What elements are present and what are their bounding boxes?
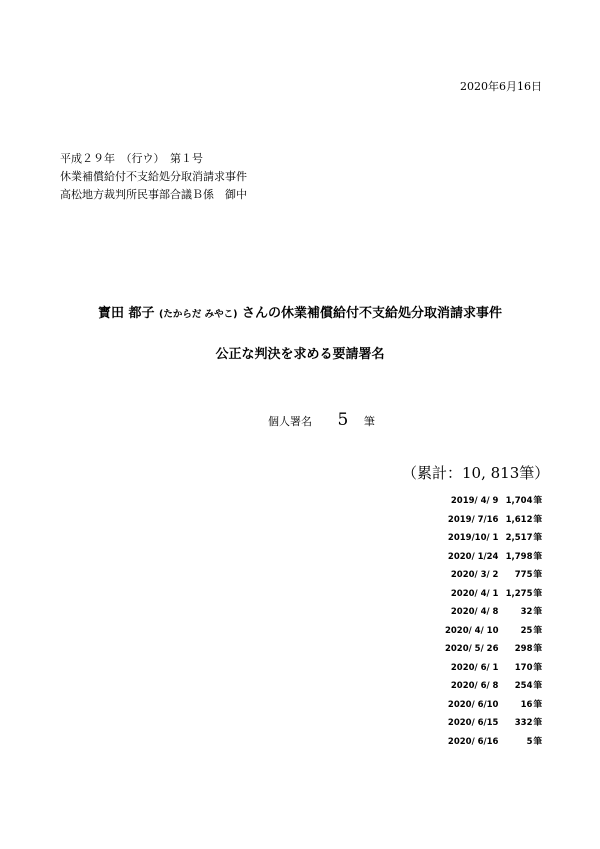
submission-unit: 筆 xyxy=(533,496,542,506)
submission-date: 2020/ 4/ 1 xyxy=(450,588,499,599)
submission-count: 25 xyxy=(520,625,533,636)
petition-subtitle: 公正な判決を求める要請署名 xyxy=(215,347,385,362)
submission-log xyxy=(402,492,542,751)
case-number: 平成２９年 （行ウ） 第１号 xyxy=(60,152,203,165)
submission-log-row xyxy=(402,603,542,622)
submission-log-row xyxy=(402,677,542,696)
petition-title-rest: さんの休業補償給付不支給処分取消請求事件 xyxy=(242,306,503,321)
court-address-block xyxy=(60,150,247,204)
submission-date: 2020/ 6/15 xyxy=(447,718,499,728)
submission-date: 2020/ 6/16 xyxy=(447,736,499,747)
submission-date: 2020/ 3/ 2 xyxy=(450,570,499,580)
submission-unit: 筆 xyxy=(533,681,542,691)
submission-unit: 筆 xyxy=(533,644,542,654)
submission-date: 2020/ 6/10 xyxy=(447,699,499,710)
submission-log-row xyxy=(402,529,542,548)
submission-log-row xyxy=(402,640,542,659)
document-date: 2020年6月16日 xyxy=(460,80,542,93)
submission-date: 2020/ 6/ 1 xyxy=(450,662,499,673)
submission-unit: 筆 xyxy=(533,718,542,728)
submission-log-row xyxy=(402,696,542,715)
petition-title xyxy=(0,302,600,321)
submission-unit: 筆 xyxy=(533,662,542,673)
submission-count: 2,517 xyxy=(505,533,533,543)
submission-date: 2019/10/ 1 xyxy=(447,533,499,543)
submission-unit: 筆 xyxy=(533,570,542,580)
submission-date: 2020/ 4/ 8 xyxy=(450,607,499,617)
cumulative-total: （累計：10, 813筆） xyxy=(402,464,550,482)
plaintiff-name-reading: (たからだ みやこ) xyxy=(159,309,238,320)
submission-count: 332 xyxy=(514,718,533,728)
submission-count: 5 xyxy=(526,736,533,747)
submission-count: 1,798 xyxy=(505,551,533,562)
submission-unit: 筆 xyxy=(533,533,542,543)
submission-log-row xyxy=(402,566,542,585)
submission-unit: 筆 xyxy=(533,588,542,599)
case-name: 休業補償給付不支給処分取消請求事件 xyxy=(60,170,247,183)
submission-unit: 筆 xyxy=(533,607,542,617)
submission-log-row xyxy=(402,548,542,567)
submission-count: 170 xyxy=(514,662,533,673)
submission-unit: 筆 xyxy=(533,699,542,710)
submission-unit: 筆 xyxy=(533,736,542,747)
submission-count: 298 xyxy=(514,644,533,654)
submission-count: 1,704 xyxy=(505,496,533,506)
plaintiff-name: 寳田 都子 xyxy=(97,306,155,321)
court-addressee: 高松地方裁判所民事部合議Ｂ係 御中 xyxy=(60,188,247,201)
signature-count xyxy=(268,410,375,430)
submission-count: 32 xyxy=(520,607,533,617)
submission-date: 2019/ 4/ 9 xyxy=(450,496,499,506)
signature-count-label: 個人署名 xyxy=(268,415,312,428)
submission-date: 2020/ 6/ 8 xyxy=(450,681,499,691)
submission-log-row xyxy=(402,622,542,641)
submission-count: 1,612 xyxy=(505,514,533,525)
submission-count: 16 xyxy=(520,699,533,710)
submission-log-row xyxy=(402,585,542,604)
submission-date: 2020/ 1/24 xyxy=(447,551,499,562)
submission-log-row xyxy=(402,733,542,752)
submission-date: 2020/ 4/ 10 xyxy=(444,625,499,636)
submission-log-row xyxy=(402,511,542,530)
submission-count: 775 xyxy=(514,570,533,580)
submission-unit: 筆 xyxy=(533,551,542,562)
signature-count-value: 5 xyxy=(337,410,349,430)
submission-unit: 筆 xyxy=(533,514,542,525)
submission-count: 1,275 xyxy=(505,588,533,599)
signature-count-unit: 筆 xyxy=(363,415,375,428)
submission-log-row xyxy=(402,714,542,733)
submission-count: 254 xyxy=(514,681,533,691)
submission-log-row xyxy=(402,492,542,511)
submission-log-row xyxy=(402,659,542,678)
submission-date: 2020/ 5/ 26 xyxy=(444,644,499,654)
submission-unit: 筆 xyxy=(533,625,542,636)
submission-date: 2019/ 7/16 xyxy=(447,514,499,525)
